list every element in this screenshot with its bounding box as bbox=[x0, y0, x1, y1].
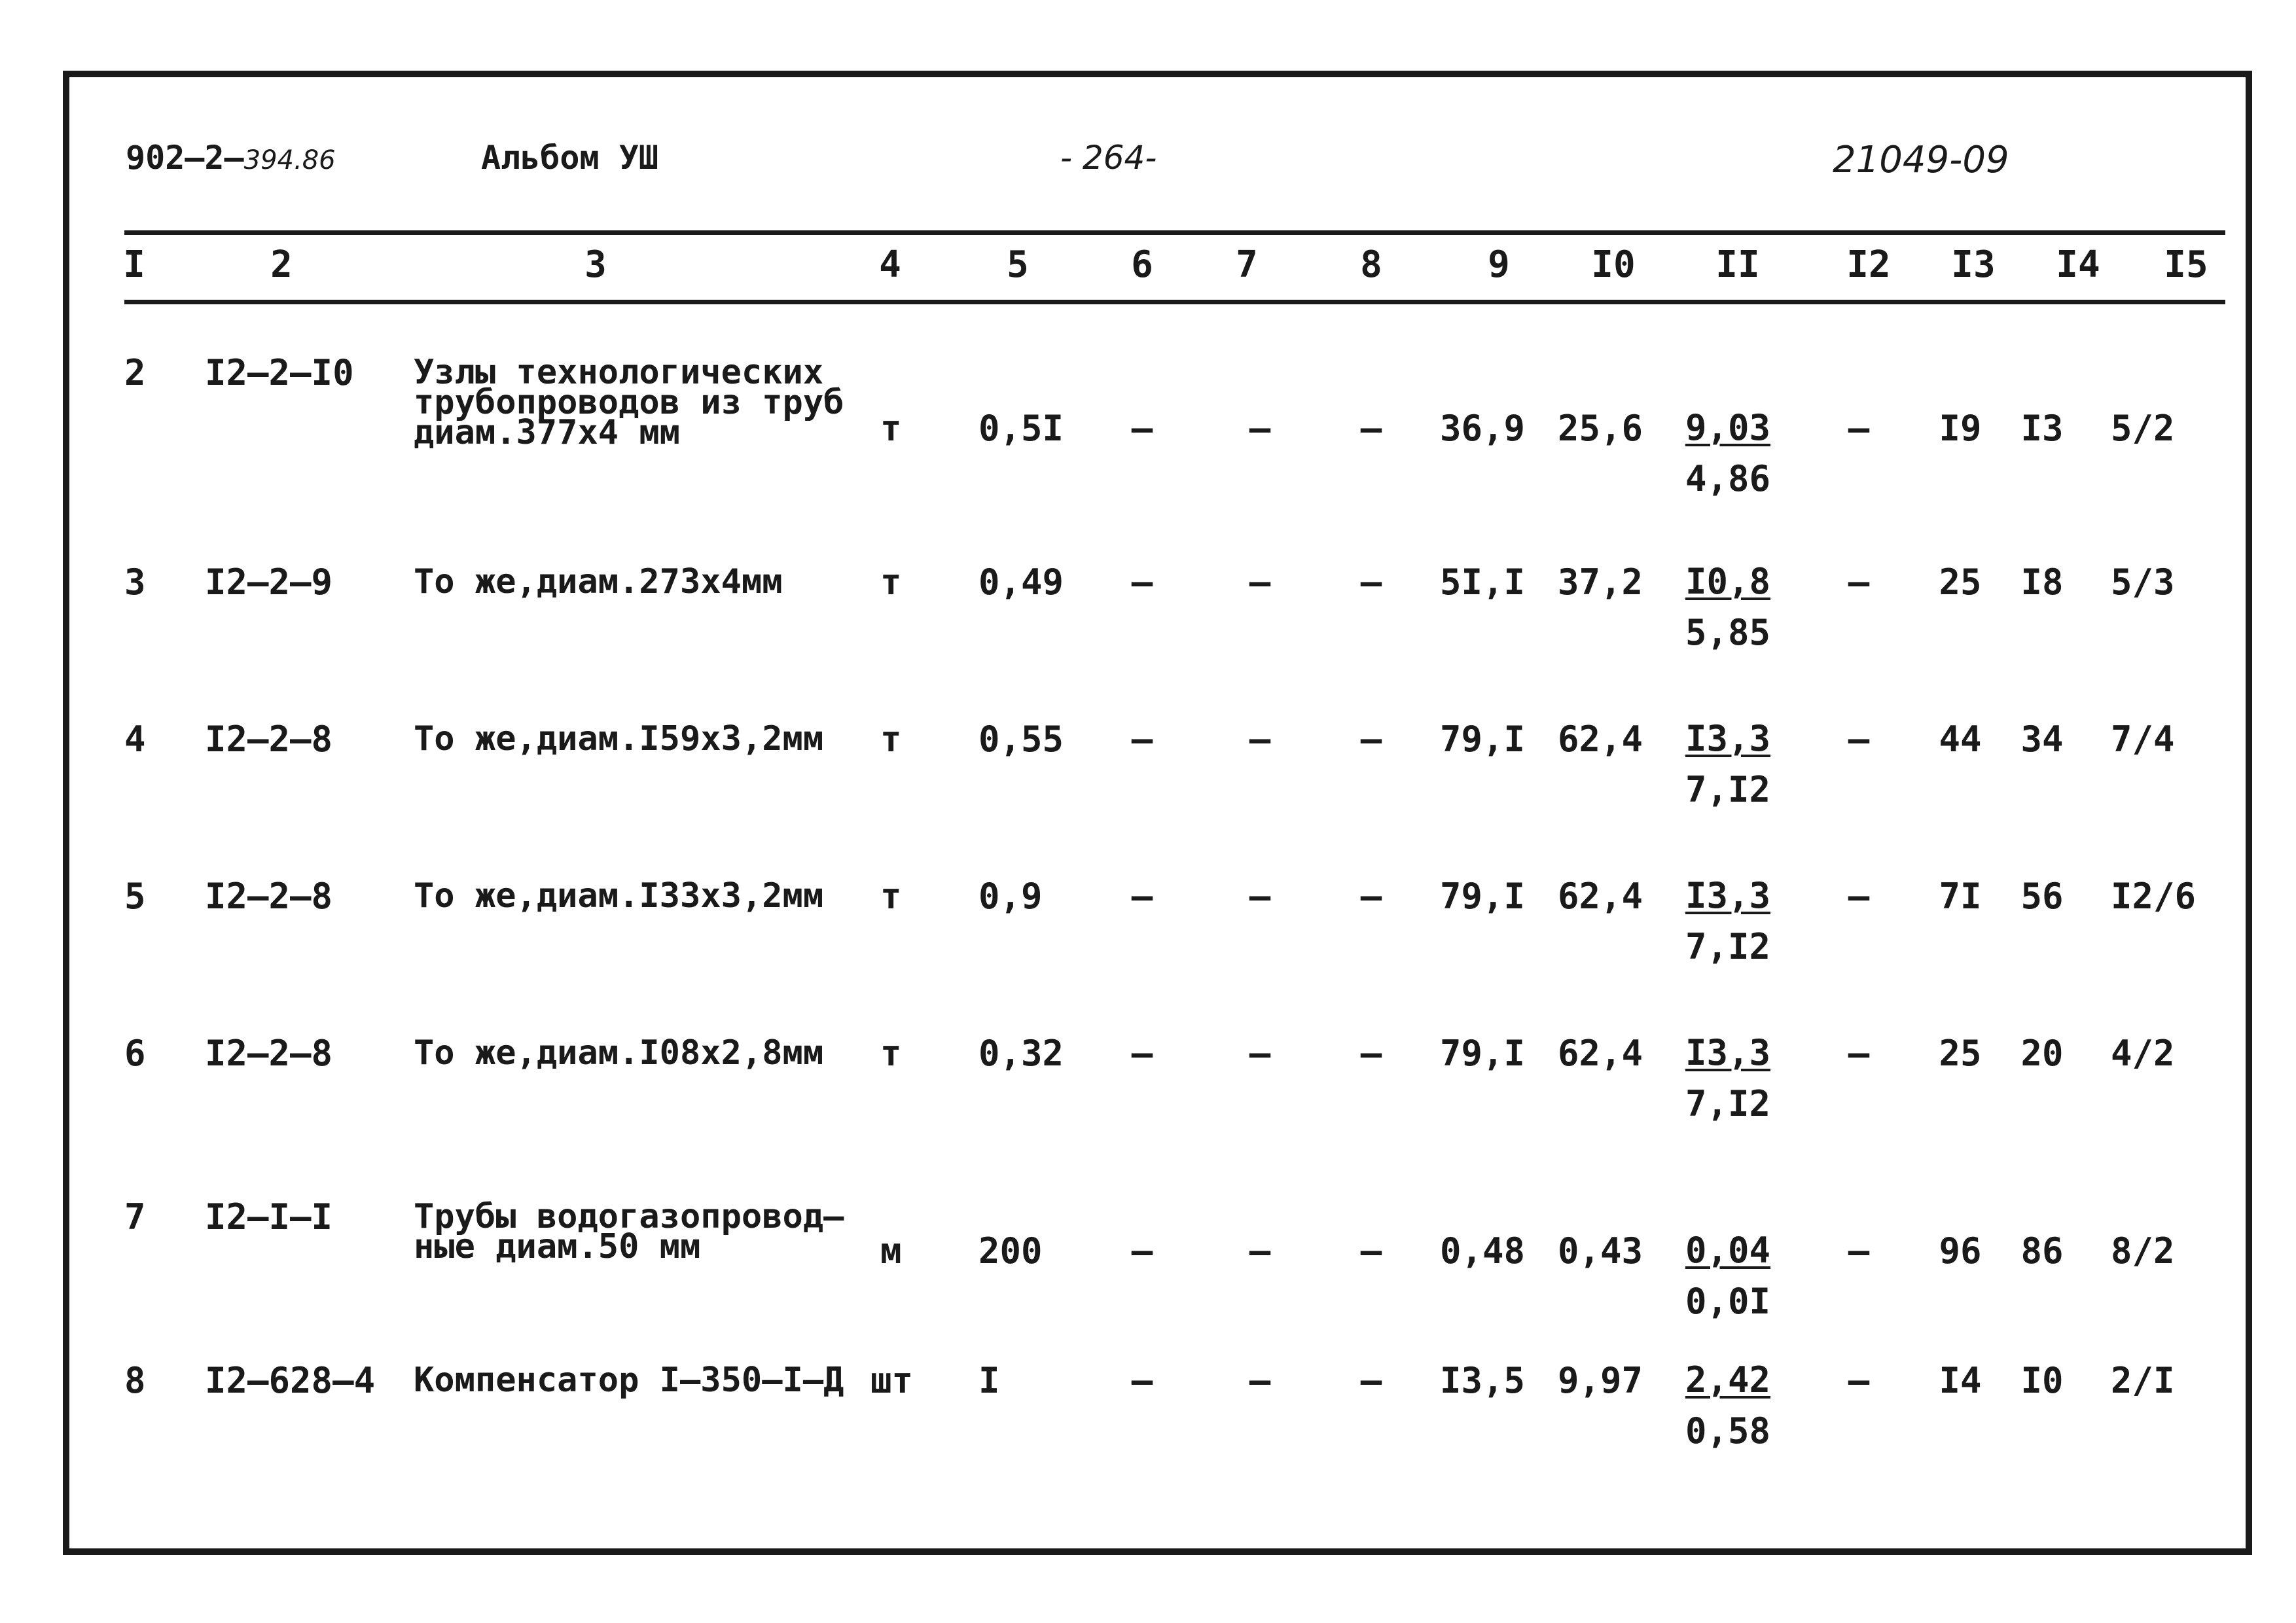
col11-fraction bbox=[1685, 870, 1770, 972]
column-header: 6 bbox=[1131, 243, 1153, 286]
col13-value: 96 bbox=[1939, 1230, 1982, 1272]
col15-value: 8/2 bbox=[2111, 1230, 2175, 1272]
col8-value: – bbox=[1360, 1033, 1382, 1074]
row-number: 4 bbox=[124, 719, 146, 760]
norm-code: I2–2–8 bbox=[205, 876, 333, 917]
header-rule-bottom bbox=[124, 300, 2225, 304]
col14-value: I0 bbox=[2020, 1360, 2064, 1401]
norm-code: I2–628–4 bbox=[205, 1360, 376, 1401]
col9-value: 79,I bbox=[1439, 1033, 1526, 1074]
description-line: ные диам.50 мм bbox=[414, 1227, 701, 1266]
album-label: Альбом УШ bbox=[481, 139, 658, 177]
doc-number: 21049-09 bbox=[1833, 139, 2009, 181]
col8-value: – bbox=[1360, 719, 1382, 760]
col11-denominator: 7,I2 bbox=[1685, 769, 1771, 810]
col15-value: I2/6 bbox=[2111, 876, 2197, 917]
document-code-suffix: 394.86 bbox=[243, 145, 336, 175]
col7-value: – bbox=[1249, 1360, 1271, 1401]
col12-value: – bbox=[1848, 1230, 1870, 1272]
col9-value: 5I,I bbox=[1439, 562, 1526, 603]
row-number: 3 bbox=[124, 562, 146, 603]
unit: т bbox=[880, 719, 902, 760]
col10-value: 62,4 bbox=[1557, 719, 1643, 760]
col12-value: – bbox=[1848, 562, 1870, 603]
col15-value: 5/2 bbox=[2111, 408, 2175, 449]
col14-value: I8 bbox=[2020, 562, 2064, 603]
column-header: 4 bbox=[879, 243, 901, 286]
unit: т bbox=[880, 562, 902, 603]
col11-numerator: 0,04 bbox=[1685, 1230, 1771, 1271]
col10-value: 9,97 bbox=[1557, 1360, 1643, 1401]
col11-numerator: 9,03 bbox=[1685, 407, 1771, 448]
col13-value: 25 bbox=[1939, 1033, 1982, 1074]
unit: т bbox=[880, 408, 902, 449]
col11-fraction bbox=[1685, 713, 1770, 815]
quantity: 0,9 bbox=[978, 876, 1043, 917]
column-header: I bbox=[123, 243, 145, 286]
col7-value: – bbox=[1249, 719, 1271, 760]
unit: шт bbox=[870, 1360, 914, 1401]
col7-value: – bbox=[1249, 408, 1271, 449]
item-description bbox=[414, 719, 824, 758]
description-line: То же,диам.I08х2,8мм bbox=[414, 1033, 824, 1073]
column-header: 8 bbox=[1360, 243, 1382, 286]
col15-value: 2/I bbox=[2111, 1360, 2175, 1401]
col9-value: 36,9 bbox=[1439, 408, 1526, 449]
col11-numerator: I3,3 bbox=[1685, 718, 1771, 759]
col13-value: 25 bbox=[1939, 562, 1982, 603]
col11-denominator: 5,85 bbox=[1685, 612, 1771, 653]
col14-value: 86 bbox=[2020, 1230, 2064, 1272]
column-header: I0 bbox=[1591, 243, 1636, 286]
description-line: диам.377х4 мм bbox=[414, 413, 680, 452]
col12-value: – bbox=[1848, 1360, 1870, 1401]
norm-code: I2–2–I0 bbox=[205, 352, 354, 393]
col11-fraction bbox=[1685, 556, 1770, 658]
norm-code: I2–I–I bbox=[205, 1196, 333, 1238]
col11-numerator: I0,8 bbox=[1685, 561, 1771, 602]
col11-numerator: I3,3 bbox=[1685, 875, 1771, 916]
document-code-prefix: 902–2– bbox=[126, 139, 244, 177]
column-header: 9 bbox=[1488, 243, 1510, 286]
col15-value: 4/2 bbox=[2111, 1033, 2175, 1074]
norm-code: I2–2–8 bbox=[205, 719, 333, 760]
description-line: Компенсатор I–350–I–Д bbox=[414, 1361, 844, 1400]
row-number: 5 bbox=[124, 876, 146, 917]
col11-denominator: 0,0I bbox=[1685, 1281, 1771, 1322]
col11-numerator: I3,3 bbox=[1685, 1032, 1771, 1073]
col8-value: – bbox=[1360, 1230, 1382, 1272]
description-line: То же,диам.I59х3,2мм bbox=[414, 719, 824, 758]
col9-value: 0,48 bbox=[1439, 1230, 1526, 1272]
col12-value: – bbox=[1848, 1033, 1870, 1074]
col15-value: 5/3 bbox=[2111, 562, 2175, 603]
col7-value: – bbox=[1249, 1033, 1271, 1074]
column-header: II bbox=[1715, 243, 1760, 286]
col14-value: I3 bbox=[2020, 408, 2064, 449]
item-description bbox=[414, 876, 824, 916]
description-line: То же,диам.273х4мм bbox=[414, 562, 783, 601]
col11-denominator: 7,I2 bbox=[1685, 926, 1771, 967]
item-description bbox=[414, 562, 783, 601]
column-header: 7 bbox=[1236, 243, 1258, 286]
col6-value: – bbox=[1131, 719, 1153, 760]
header-rule-top bbox=[124, 230, 2225, 235]
row-number: 8 bbox=[124, 1360, 146, 1401]
document-code bbox=[126, 139, 336, 177]
description-line: Узлы технологических bbox=[414, 353, 824, 392]
description-line: То же,диам.I33х3,2мм bbox=[414, 876, 824, 916]
column-header: I5 bbox=[2164, 243, 2208, 286]
col12-value: – bbox=[1848, 876, 1870, 917]
col11-fraction bbox=[1685, 1225, 1770, 1327]
item-description bbox=[414, 353, 844, 452]
unit: м bbox=[880, 1230, 902, 1272]
quantity: 0,55 bbox=[978, 719, 1064, 760]
col11-denominator: 4,86 bbox=[1685, 458, 1771, 499]
col11-denominator: 7,I2 bbox=[1685, 1083, 1771, 1124]
col7-value: – bbox=[1249, 876, 1271, 917]
col8-value: – bbox=[1360, 562, 1382, 603]
col7-value: – bbox=[1249, 562, 1271, 603]
column-header: 2 bbox=[270, 243, 293, 286]
col14-value: 56 bbox=[2020, 876, 2064, 917]
item-description bbox=[414, 1197, 844, 1266]
col6-value: – bbox=[1131, 1230, 1153, 1272]
col6-value: – bbox=[1131, 1360, 1153, 1401]
col8-value: – bbox=[1360, 876, 1382, 917]
col10-value: 62,4 bbox=[1557, 1033, 1643, 1074]
col14-value: 20 bbox=[2020, 1033, 2064, 1074]
col8-value: – bbox=[1360, 1360, 1382, 1401]
col9-value: 79,I bbox=[1439, 719, 1526, 760]
col12-value: – bbox=[1848, 408, 1870, 449]
quantity: 200 bbox=[978, 1230, 1043, 1272]
col10-value: 0,43 bbox=[1557, 1230, 1643, 1272]
col6-value: – bbox=[1131, 1033, 1153, 1074]
page-number: - 264- bbox=[1060, 139, 1157, 177]
col11-denominator: 0,58 bbox=[1685, 1410, 1771, 1452]
row-number: 2 bbox=[124, 352, 146, 393]
norm-code: I2–2–9 bbox=[205, 562, 333, 603]
item-description bbox=[414, 1361, 844, 1400]
col13-value: 7I bbox=[1939, 876, 1982, 917]
col13-value: I9 bbox=[1939, 408, 1982, 449]
col11-fraction bbox=[1685, 1027, 1770, 1130]
unit: т bbox=[880, 876, 902, 917]
col11-fraction bbox=[1685, 1355, 1770, 1457]
col13-value: I4 bbox=[1939, 1360, 1982, 1401]
row-number: 7 bbox=[124, 1196, 146, 1238]
item-description bbox=[414, 1033, 824, 1073]
column-header: I4 bbox=[2056, 243, 2100, 286]
column-header: I3 bbox=[1951, 243, 1996, 286]
description-line: трубопроводов из труб bbox=[414, 383, 844, 422]
col6-value: – bbox=[1131, 408, 1153, 449]
col10-value: 62,4 bbox=[1557, 876, 1643, 917]
col7-value: – bbox=[1249, 1230, 1271, 1272]
col9-value: 79,I bbox=[1439, 876, 1526, 917]
col6-value: – bbox=[1131, 562, 1153, 603]
col13-value: 44 bbox=[1939, 719, 1982, 760]
col8-value: – bbox=[1360, 408, 1382, 449]
column-header: 3 bbox=[584, 243, 607, 286]
row-number: 6 bbox=[124, 1033, 146, 1074]
column-header: I2 bbox=[1846, 243, 1891, 286]
col9-value: I3,5 bbox=[1439, 1360, 1526, 1401]
col10-value: 25,6 bbox=[1557, 408, 1643, 449]
quantity: I bbox=[978, 1360, 1000, 1401]
col15-value: 7/4 bbox=[2111, 719, 2175, 760]
col12-value: – bbox=[1848, 719, 1870, 760]
col6-value: – bbox=[1131, 876, 1153, 917]
page-frame bbox=[63, 71, 2252, 1555]
quantity: 0,32 bbox=[978, 1033, 1064, 1074]
col11-numerator: 2,42 bbox=[1685, 1359, 1771, 1400]
column-header: 5 bbox=[1007, 243, 1029, 286]
quantity: 0,49 bbox=[978, 562, 1064, 603]
col11-fraction bbox=[1685, 402, 1770, 505]
unit: т bbox=[880, 1033, 902, 1074]
norm-code: I2–2–8 bbox=[205, 1033, 333, 1074]
quantity: 0,5I bbox=[978, 408, 1064, 449]
col10-value: 37,2 bbox=[1557, 562, 1643, 603]
col14-value: 34 bbox=[2020, 719, 2064, 760]
description-line: Трубы водогазопровод– bbox=[414, 1197, 844, 1236]
